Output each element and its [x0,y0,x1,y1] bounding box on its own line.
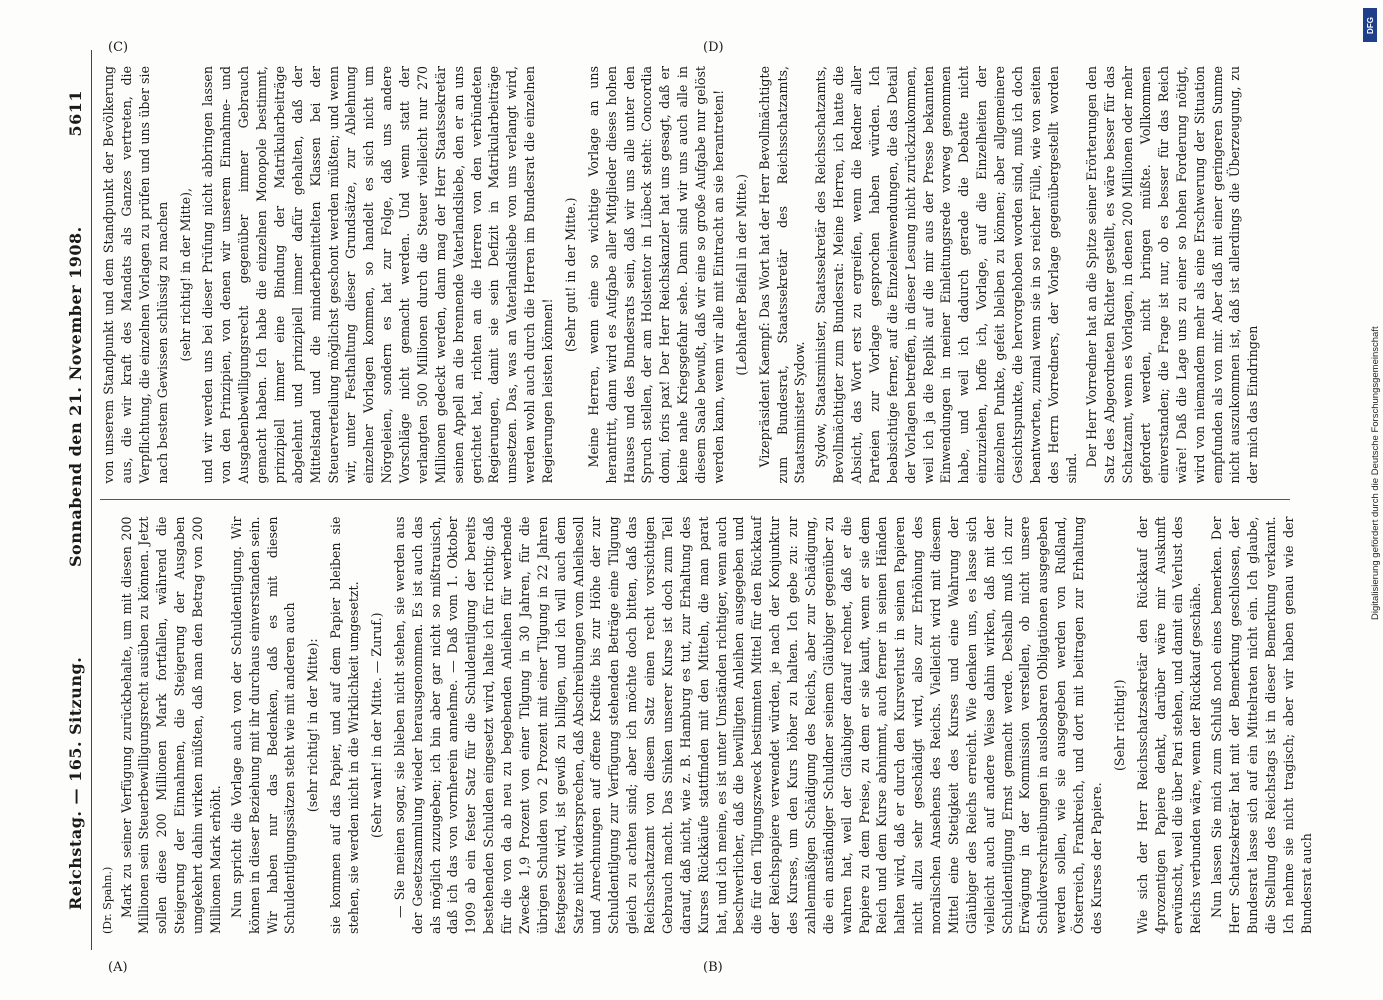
marker-a: (A) [108,960,128,975]
page-number: 5611 [66,90,85,137]
paragraph: Vizepräsident Kaempf: Das Wort hat der Herr Bevollmächtigte zum Bundesrat, Staatssekretär des Reichsschatzamts, Staatsminister Sydow. [756,66,808,484]
marker-b: (B) [703,960,723,975]
left-column [100,500,1314,951]
paragraph: Nun spricht die Vorlage auch von der Schuldentilgung. Wir können in dieser Beziehung mit ihr durchaus einverstanden sein. Wir haben nur das Bedenken, daß es mit diesen Schuldentilgungssätzen steht wie mit anderen auch [228,516,298,934]
text-columns [100,50,1314,950]
paragraph: Nun lassen Sie mich zum Schluß noch eines bemerken. Der Herr Schatzsekretär hat mit der Bemerkung geschlossen, der Bundesrat lasse sich auf ein Mittelraten nicht ein. Ich glaube, die Stellung des Reichstags ist in dieser Bemerkung verkannt. Ich nehme sie nicht tragisch; aber wir haben genau wie der Bundesrat auch [1209,516,1314,934]
interjection: (Sehr gut! in der Mitte.) [562,197,578,353]
page-header [66,50,92,950]
paragraph: Der Herr Vorredner hat an die Spitze seiner Erörterungen den Satz des Abgeordneten Richter gestellt, es wäre besser für das Schatzamt, wenn es Vorlagen, in denen 200 Millionen oder mehr gefordert werden, nicht bringen müßte. Vollkommen einverstanden; die Frage ist nur, ob es besser für das Reich wäre! Daß die Lage uns zu einer so hohen Forderung nötigt, wird von niemandem mehr als eine Erschwerung der Situation empfunden als von mir. Aber daß mit einer geringeren Summe nicht auszukommen ist, daß ist allerdings die Überzeugung, zu der mich das Eindringen [1084,66,1261,484]
marker-d: (D) [703,40,724,55]
rotated-newspaper-page [46,20,1336,980]
paragraph: Meine Herren, wenn eine so wichtige Vorlage an uns herantritt, dann wird es Aufgabe aller Mitglieder dieses hohen Hauses und des Bundesrats sein, daß wir uns alle unter den Spruch stellen, der am Holstentor in Lübeck steht: Concordia domi, foris pax! Der Herr Reichskanzler hat uns gesagt, daß er keine nahe Kriegsgefahr sehe. Dann sind wir uns auch alle in diesem Saale bewußt, daß wir eine so große Aufgabe nur gelöst werden kann, wenn wir alle mit Eintracht an sie herantreten! [585,66,726,484]
digitization-credit [1359,10,1381,990]
paragraph: Wie sich der Herr Reichsschatzsekretär den Rückkauf der 4prozentigen Papiere denkt, darüber wäre mir Auskunft erwünscht, weil die über Pari stehen, und damit ein Verlust des Reichs verbunden wäre, wenn der Rückkauf geschähe. [1134,516,1204,934]
paragraph: von unserem Standpunkt und dem Standpunkt der Bevölkerung aus, die wir kraft des Mandats als Ganzes vertreten, die Verpflichtung, die einzelnen Vorlagen zu prüfen und uns über sie nach bestem Gewissen schlüssig zu machen [101,66,170,484]
paragraph: Mark zu seiner Verfügung zurückbehalte, um mit diesen 200 Millionen sein Steuerbewilligungsrecht ausüben zu können. Jetzt sollen diese 200 Millionen Mark fortfallen, während die Steigerung der Einnahmen, die Steigerung der Ausgaben umgekehrt dahin wirken müßten, daß man den Betrag von 200 Millionen Mark erhöht. [118,516,223,934]
speaker-note: (Dr. Spahn.) [101,866,114,934]
paragraph: und wir werden uns bei dieser Prüfung nicht abbringen lassen von den Prinzipien, von denen wir unserem Einnahme- und Ausgabenbewilligungsrecht gegenüber immer Gebrauch gemacht haben. Ich habe die einzelnen Monopole bestimmt, prinzipiell immer eine Bindung der Matrikularbeiträge abgelehnt und prinzipiell immer dafür gehalten, daß der Mittelstand und die minderbemittelten Klassen bei der Steuerverteilung möglichst geschont werden müßten; und wenn wir, unter Festhaltung dieser Grundsätze, zur Ablehnung einzelner Vorlagen kommen, so handelt es sich nicht um Nörgeleien, sondern es hat zur Folge, daß uns andere Vorschläge nicht gemacht werden. Und wenn statt der verlangten 500 Millionen durch die Steuer vielleicht nur 270 Millionen gedeckt werden, dann mag der Herr Staatssekretär seinen Appell an die brennende Vaterlandsliebe, den er an uns gerichtet hat, richten an die Herren von den verbündeten Regierungen, damit sie sein Defizit in Matrikularbeiträge umsetzen. Das, was an Vaterlandsliebe von uns verlangt wird, werden wohl auch durch die Herren im Bundesrat die einzelnen Regierungen leisten können! [200,66,555,484]
interjection: (sehr richtig! in der Mitte): [305,638,321,813]
interjection: (Sehr wahr! in der Mitte. — Zuruf.) [368,612,384,839]
interjection: (Sehr richtig!) [1111,679,1127,771]
credit-text: Digitalisierung gefördert durch die Deutsche Forschungsgemeinschaft [1370,326,1381,620]
dfg-logo-icon [1363,8,1377,42]
header-date: Sonnabend den 21. November 1908. [66,226,85,568]
dfg-logo-text: DFG [1365,16,1375,34]
right-column [100,50,1290,500]
interjection: (sehr richtig! in der Mitte), [177,188,193,362]
marker-c: (C) [108,40,129,55]
interjection: (Lebhafter Beifall in der Mitte.) [733,173,749,376]
paragraph: — Sie meinen sogar, sie blieben nicht stehen, sie werden aus der Gesetzsammlung wieder herausgenommen. Es ist auch das als möglich zuzugeben; ich bin aber gar nicht so mißtrauisch, daß ich das von vornherein annehme. — Daß vom 1. Oktober 1909 ab ein fester Satz für die Schuldentilgung der bereits bestehenden Schulden eingesetzt wird, halte ich für richtig; daß für die von da ab neu zu begebenden Anleihen für werbende Zwecke 1,9 Prozent von einer Tilgung in 30 Jahren, für die übrigen Schulden von 2 Prozent mit einer Tilgung in 22 Jahren festgesetzt wird, ist gewiß zu billigen, und ich will auch dem Satze nicht widersprechen, daß Abschreibungen vom Anleihesoll und Anrechnungen auf offene Kredite bis zur Höhe der zur Schuldentilgung zur Verfügung stehenden Beträge eine Tilgung gleich zu achten sind; aber ich möchte doch bitten, daß das Reichsschatzamt von diesem Satz einen recht vorsichtigen Gebrauch macht. Das Sinken unserer Kurse ist doch zum Teil darauf, daß nicht, wie z. B. Hamburg es tut, zur Erhaltung des Kurses Rückkäufe stattfinden mit den Mitteln, die man parat hat, und ich meine, es ist unter Umständen richtiger, wenn auch beschwerlicher, daß die bewilligten Anleihen ausgegeben und die für den Tilgungszweck bestimmten Mittel für den Rückkauf der Reichspapiere verwendet würden, je nach der Konjunktur des Kurses, um den Kurs höher zu halten. Ich gebe zu: zur zahlenmäßigen Schädigung des Reichs, aber zur Schädigung, die ein anständiger Schuldner seinem Gläubiger gegenüber zu wahren hat, weil der Gläubiger darauf rechnet, daß er die Papiere zu dem Preise, zu dem er sie kauft, wenn er sie dem Reich und dem Kurse abnimmt, auch ferner in seinen Händen halten wird, daß er durch den Kursverlust in seinen Papieren nicht allzu sehr geschädigt wird, also zur Erhöhung des moralischen Ansehens des Reichs. Vielleicht wird mit diesem Mittel eine Stetigkeit des Kurses und eine Wahrung der Gläubiger des Reichs erreicht. Wie denken uns, es lasse sich vielleicht auch auf andere Weise dahin wirken, daß mit der Schuldentilgung Ernst gemacht werde. Deshalb muß ich zur Erwägung in der Kommission verstellen, ob nicht unsere Schuldverschreibungen in auslosbaren Obligationen ausgegeben werden sollen, wie sie ausgegeben werden von Rußland, Österreich, Frankreich, und dort mit beitragen zur Erhaltung des Kurses der Papiere. [391,516,1104,934]
paragraph: sie kommen auf das Papier, und auf dem Papier bleiben sie stehen, sie werden nicht in die Wirklichkeit umgesetzt. [328,516,362,934]
paragraph: Sydow, Staatsminister, Staatssekretär des Reichsschatzamts, Bevollmächtigter zum Bundesrat: Meine Herren, ich hatte die Absicht, das Wort erst zu ergreifen, wenn die Redner aller Parteien zur Vorlage gesprochen haben würden. Ich beabsichtige ferner, auf die Einzeleinwendungen, die das Detail der Vorlagen betreffen, in dieser Lesung nicht zurückzukommen, weil ich ja die Replik auf die mir aus der Presse bekannten Einwendungen in meiner Einleitungsrede vorweg genommen habe, und weil ich dadurch gerade die Debatte nicht einzuziehen, hoffe ich, Vorlage, auf die Einzelheiten der einzelnen Punkte, gefeit bleiben zu können; aber allgemeinere Gesichtspunkte, die hervorgehoben worden sind, muß ich doch beantworten, zumal wenn sie in so reicher Fülle, wie von seiten des Herrn Vorredners, der Vorlage gegenübergestellt worden sind. [813,66,1079,484]
header-left: Reichstag. — 165. Sitzung. [66,656,85,910]
